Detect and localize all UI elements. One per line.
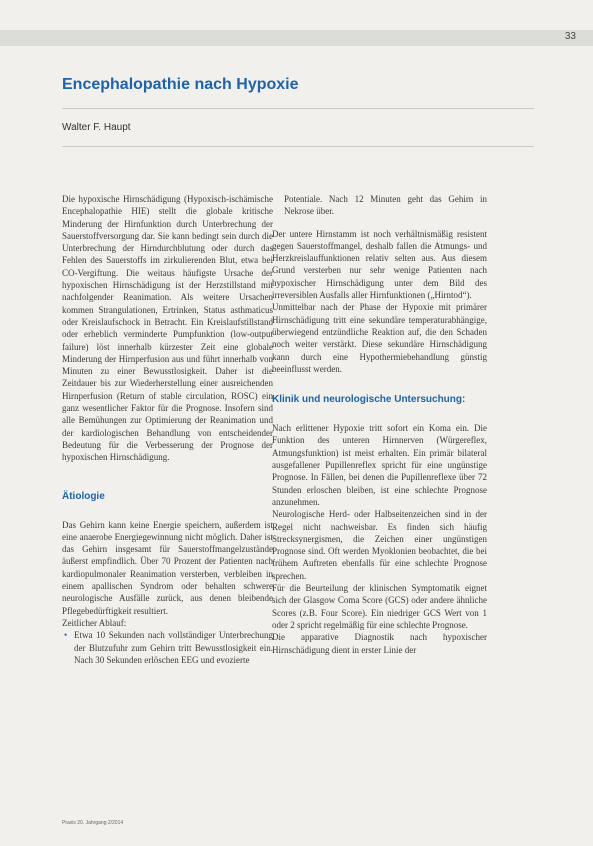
author-divider xyxy=(62,146,534,147)
bullet-continuation: Potentiale. Nach 12 Minuten geht das Gehirn in Nekrose über. xyxy=(284,194,487,217)
footer-journal: Praxis 20. Jahrgang 2/2014 xyxy=(62,820,124,826)
timeline-list xyxy=(62,629,273,666)
heading-aetiologie: Ätiologie xyxy=(62,490,105,502)
gcs-paragraph: Für die Beurteilung der klinischen Symptomatik eignet sich der Glasgow Coma Score (GCS) oder andere ähnliche Scores (z.B. Four Score). Ein niedriger GCS Wert von 1 oder 2 spricht regelmäßig für eine schlechte Prognose. xyxy=(272,583,487,630)
hirnstamm-paragraph: Der untere Hirnstamm ist noch verhältnismäßig resistent gegen Sauerstoffmangel, deshalb fallen die Atmungs- und Herzkreislauffunktionen relativ selten aus. Aus diesem Grund versterben nur sehr wenige Patienten nach hypoxischer Hirnschädigung unter dem Bild des irreversiblen Ausfalls aller Hirnfunktionen („Hirntod“). xyxy=(272,228,487,301)
page-number: 33 xyxy=(564,31,576,42)
klinik-paragraph: Nach erlittener Hypoxie tritt sofort ein Koma ein. Die Funktion des unteren Hirnnerven (Würgereflex, Atmungsfunktion) ist meist erhalten. Ein primär bilateral ausgefallener Pupillenreflex spricht für eine ungünstige Prognose. In Fällen, bei denen die Pupillenreflexe über 72 Stunden erloschen bleiben, ist eine schlechte Prognose anzunehmen. xyxy=(272,423,487,507)
header-band xyxy=(0,30,593,46)
herde-paragraph: Neurologische Herd- oder Halbseitenzeichen sind in der Regel nicht nachweisbar. Es finden sich häufig Strecksynergismen, die Zeichen einer ungünstigen Prognose sind. Oft werden Myoklonien beobachtet, die bei frühem Auftreten ebenfalls für eine schlechte Prognose sprechen. xyxy=(272,509,487,581)
sekundaer-paragraph: Unmittelbar nach der Phase der Hypoxie mit primärer Hirnschädigung tritt eine sekundäre temperaturabhängige, überwiegend entzündliche Reaktion auf, die den Schaden noch weiter verstärkt. Diese sekundäre Hirnschädigung kann durch eine Hypothermiebehandlung günstig beeinflusst werden. xyxy=(272,302,487,374)
intro-paragraph: Die hypoxische Hirnschädigung (Hypoxisch-ischämische Encephalopathie HIE) stellt die globale kritische Minderung der Hirnfunktion durch Unterbrechung der Sauerstoffversorgung dar. Sie kann bedingt sein durch die Unterbrechung der Hirndurchblutung oder durch das Fehlen des Sauerstoffs im zirkulierenden Blut, etwa bei CO-Vergiftung. Die weitaus häufigste Ursache der hypoxischen Hirnschädigung ist der Herzstillstand mit nachfolgender Reanimation. Als weitere Ursachen kommen Strangulationen, Ertrinken, Status asthmaticus oder Kreislaufschock in Betracht. Ein Kreislaufstillstand oder erheblich verminderte Pumpfunktion (low-output failure) löst innerhalb kürzester Zeit eine globale Minderung der Hirnperfusion aus und führt innerhalb von Minuten zu einer Bewusstlosigkeit. Daher ist die Zeitdauer bis zur Wiederherstellung einer ausreichenden Hirnperfusion (Return of stable circulation, ROSC) ein ganz wesentlicher Faktor für die Prognose. Insofern sind alle Bemühungen zur Optimierung der Reanimation und der kardiologischen Behandlung von entscheidender Bedeutung für die Verbesserung der Prognose der hypoxischen Hirnschädigung. xyxy=(62,194,273,463)
article-author: Walter F. Haupt xyxy=(62,122,131,133)
title-divider xyxy=(62,108,534,109)
article-title: Encephalopathie nach Hypoxie xyxy=(62,76,299,93)
right-column xyxy=(272,193,487,656)
left-column xyxy=(62,193,273,666)
heading-klinik: Klinik und neurologische Untersuchung: xyxy=(272,394,466,406)
zeitlicher-ablauf-label: Zeitlicher Ablauf: xyxy=(62,617,127,628)
aetiologie-paragraph: Das Gehirn kann keine Energie speichern, außerdem ist eine anaerobe Energiegewinnung nicht möglich. Daher ist das Gehirn insgesamt für Sauerstoffmangelzustände äußerst empfindlich. Über 70 Prozent der Patienten nach kardiopulmonaler Reanimation versterben, verbleiben in einem apallischen Syndrom oder behalten schwere neurologische Ausfälle zurück, aus denen bleibende Pflegebedürftigkeit resultiert. xyxy=(62,519,273,616)
apparativ-paragraph: Die apparative Diagnostik nach hypoxischer Hirnschädigung dient in erster Linie der xyxy=(272,632,487,655)
list-item: • Etwa 10 Sekunden nach vollständiger Unterbrechung der Blutzufuhr zum Gehirn tritt Bewusstlosigkeit ein. Nach 30 Sekunden erlöschen EEG und evozierte xyxy=(74,629,273,666)
